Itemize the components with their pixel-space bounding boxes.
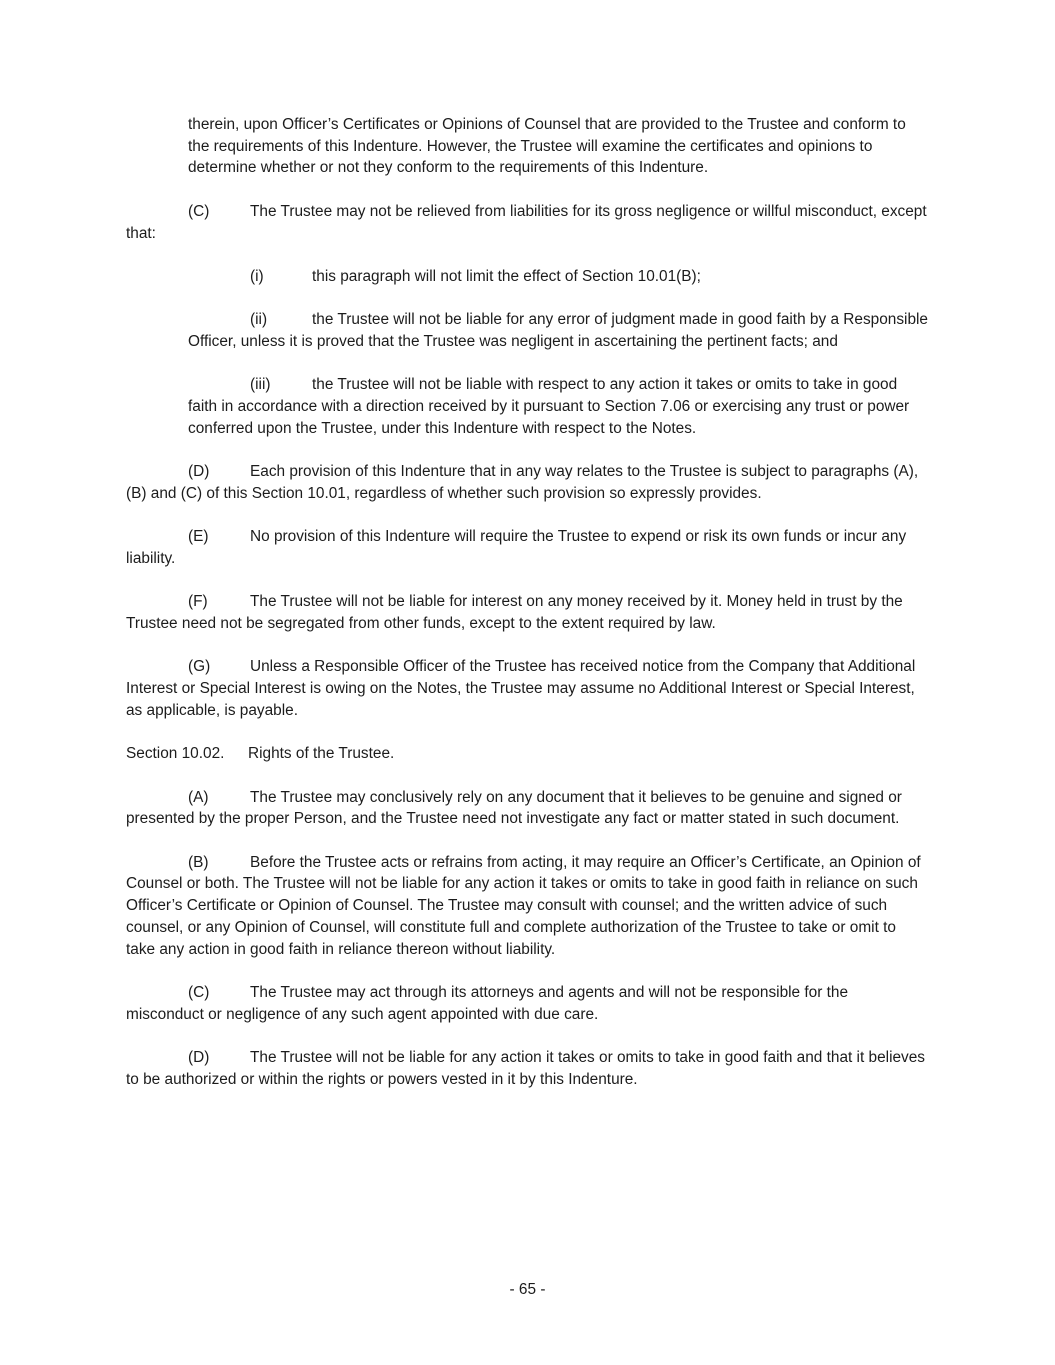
paragraph-letter: (G) (188, 658, 211, 676)
section-number: Section 10.02. (126, 745, 225, 763)
paragraph-letter: (C) (188, 983, 210, 1001)
document-body (126, 114, 929, 1090)
paragraph-letter: (D) (188, 1049, 210, 1067)
body-paragraph: (E) No provision of this Indenture will require the Trustee to expend or risk its own funds or incur any liability. (126, 528, 907, 567)
paragraph-letter: (i) (250, 267, 264, 285)
body-paragraph: (C) The Trustee may not be relieved from liabilities for its gross negligence or willful misconduct, except that: (126, 202, 927, 242)
list-item: (ii) the Trustee will not be liable for any error of judgment made in good faith by a Responsible Officer, unless it is proved that the Trustee was negligent in ascertaining the pertinent facts; and (188, 311, 928, 350)
paragraph-letter: (E) (188, 528, 209, 546)
body-paragraph: (A) The Trustee may conclusively rely on any document that it believes to be genuine and signed or presented by the proper Person, and the Trustee need not investigate any fact or matter stated in such document. (126, 788, 902, 828)
list-item: (i) this paragraph will not limit the effect of Section 10.01(B); (188, 266, 929, 288)
paragraph-letter: (F) (188, 593, 208, 611)
body-paragraph: (F) The Trustee will not be liable for interest on any money received by it. Money held in trust by the Trustee need not be segregated from other funds, except to the extent required by law. (126, 593, 903, 633)
body-paragraph: (B) Before the Trustee acts or refrains from acting, it may require an Officer’s Certificate, an Opinion of Counsel or both. The Trustee will not be liable for any action it takes or omits to take in good faith in reliance on such Officer’s Certificate or Opinion of Counsel. The Trustee may consult with counsel; and the written advice of such counsel, or any Opinion of Counsel, will constitute full and complete authorization of the Trustee to take or omit to take any action in good faith in reliance thereon without liability. (126, 853, 921, 958)
section-heading: Section 10.02. Rights of the Trustee. (126, 743, 929, 765)
body-paragraph: therein, upon Officer’s Certificates or Opinions of Counsel that are provided to the Trustee and conform to the requirements of this Indenture. However, the Trustee will examine the certificates and opinions to determine whether or not they conform to the requirements of this Indenture. (188, 116, 906, 177)
paragraph-letter: (B) (188, 853, 209, 871)
paragraph-letter: (A) (188, 788, 209, 806)
paragraph-letter: (iii) (250, 376, 271, 394)
list-item: (iii) the Trustee will not be liable with respect to any action it takes or omits to take in good faith in accordance with a direction received by it pursuant to Section 7.06 or exercising any trust or power conferred upon the Trustee, under this Indenture with respect to the Notes. (188, 376, 910, 437)
body-paragraph: (C) The Trustee may act through its attorneys and agents and will not be responsible for the misconduct or negligence of any such agent appointed with due care. (126, 983, 849, 1023)
body-paragraph: (D) Each provision of this Indenture that in any way relates to the Trustee is subject to paragraphs (A), (B) and (C) of this Section 10.01, regardless of whether such provision so expressly provides. (126, 463, 919, 502)
page-number: - 65 - (509, 1281, 546, 1298)
body-paragraph: (D) The Trustee will not be liable for any action it takes or omits to take in good faith and that it believes to be authorized or within the rights or powers vested in it by this Indenture. (126, 1049, 925, 1088)
paragraph-letter: (D) (188, 463, 210, 481)
paragraph-letter: (C) (188, 202, 210, 220)
paragraph-letter: (ii) (250, 311, 268, 329)
body-paragraph: (G) Unless a Responsible Officer of the Trustee has received notice from the Company that Additional Interest or Special Interest is owing on the Notes, the Trustee may assume no Additional Interest or Special Interest, as applicable, is payable. (126, 658, 916, 719)
